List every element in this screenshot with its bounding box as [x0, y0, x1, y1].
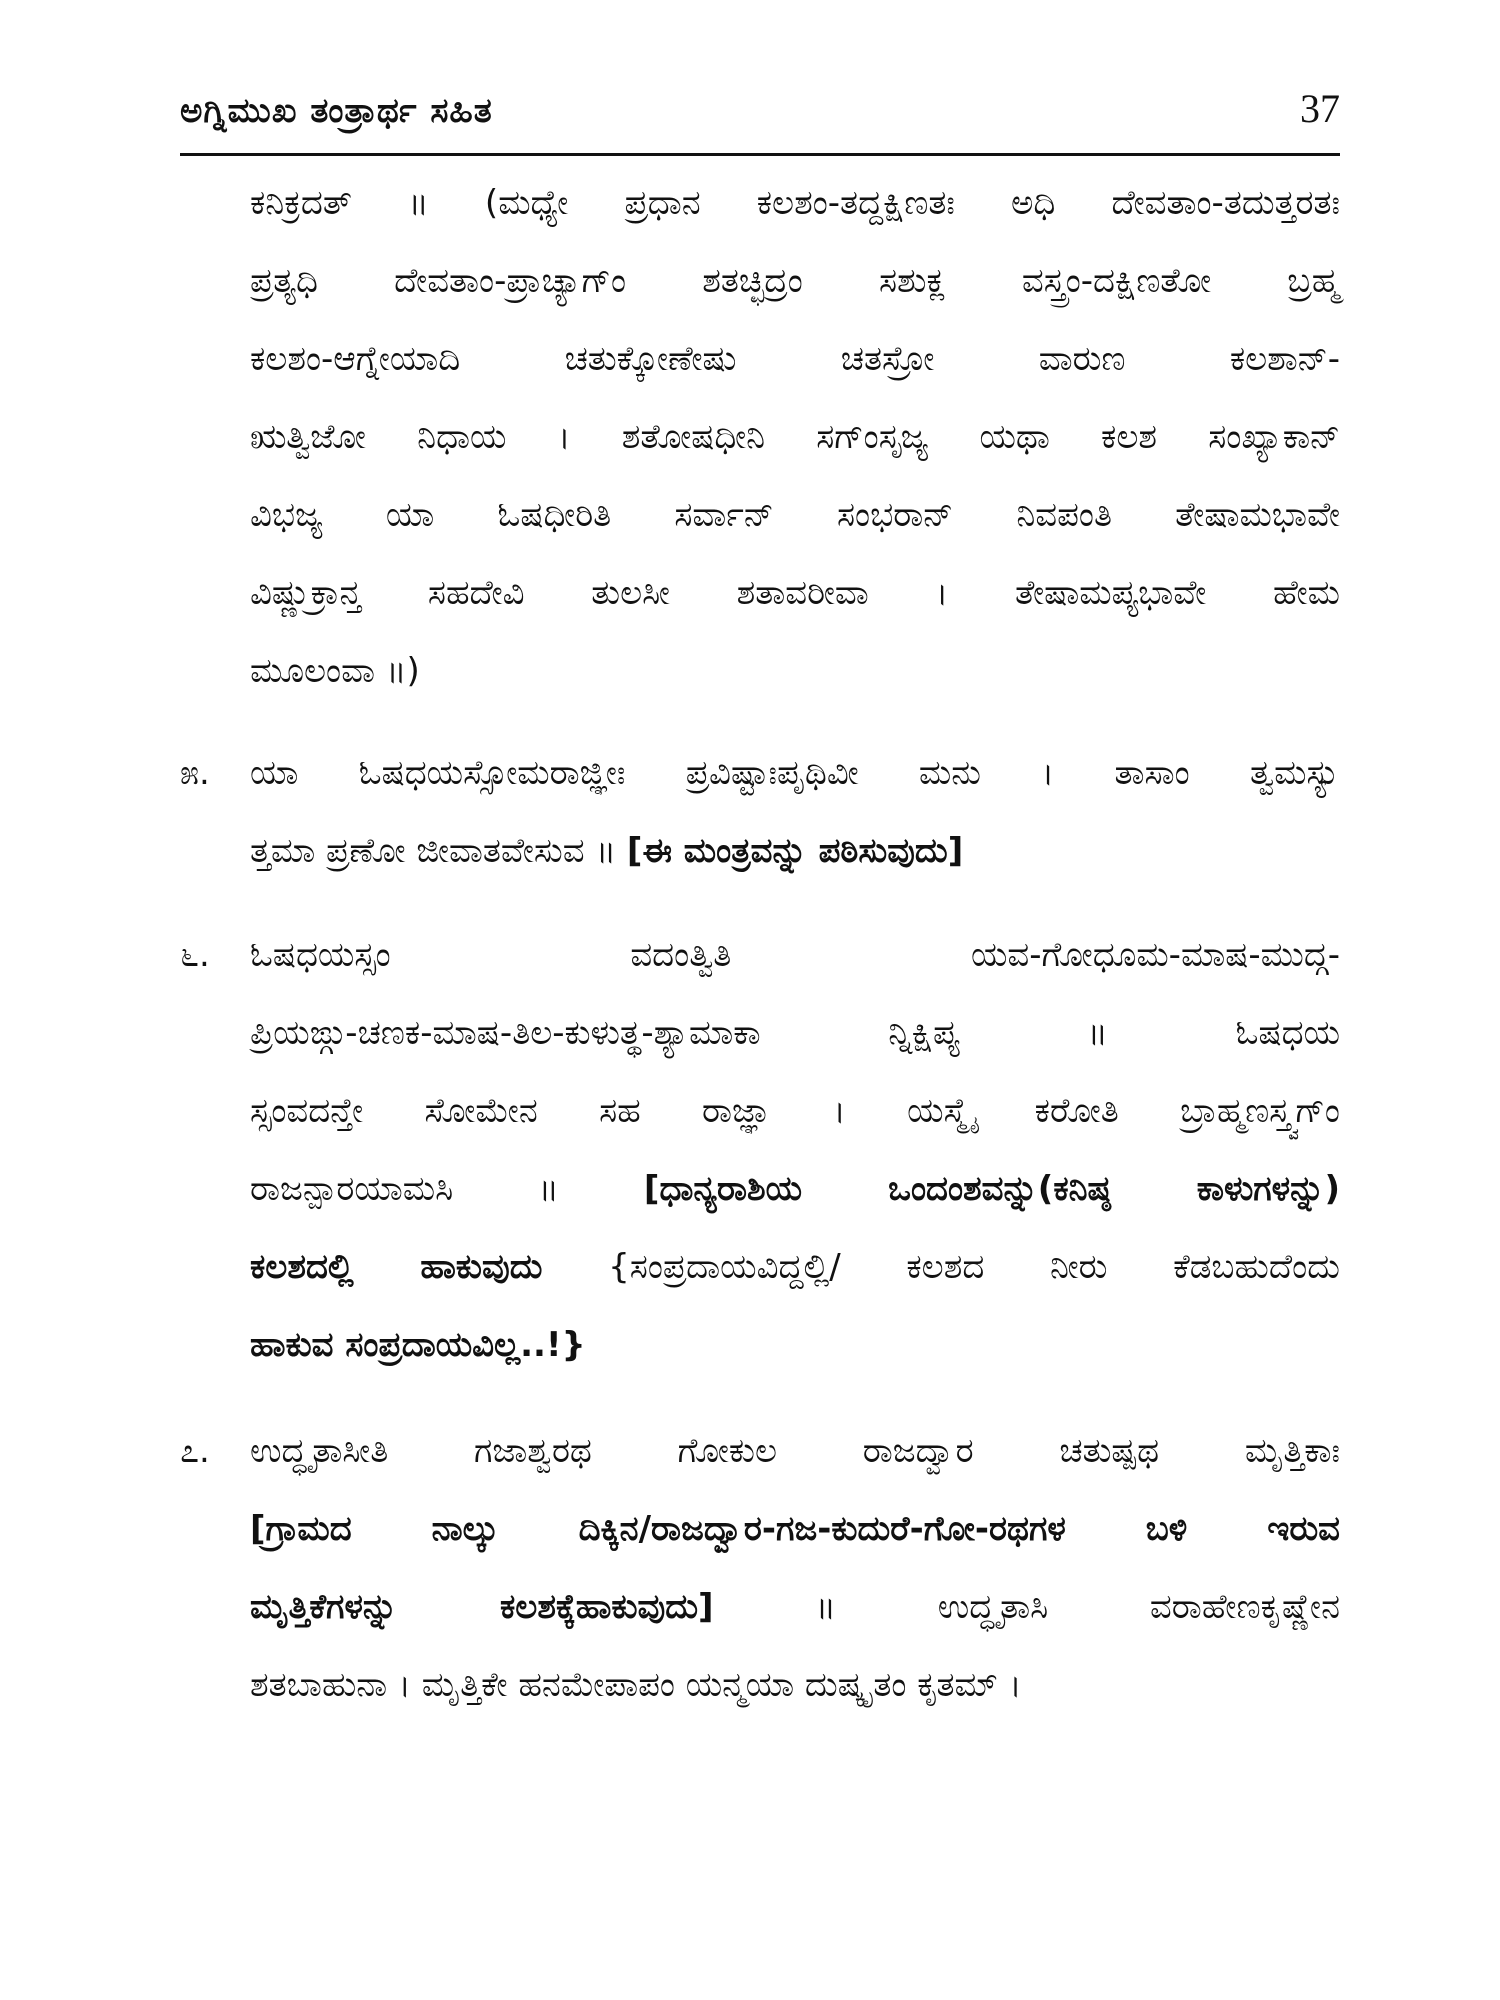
verse5-instruction: [ಈ ಮಂತ್ರವನ್ನು ಪಠಿಸುವುದು]: [626, 831, 964, 871]
verse6-note: {ಸಂಪ್ರದಾಯವಿದ್ದಲ್ಲಿ/ ಕಲಶದ ನೀರು ಕೆಡಬಹುದೆಂದು: [542, 1247, 1340, 1287]
verse7-line-4: ಶತಬಾಹುನಾ । ಮೃತ್ತಿಕೇ ಹನಮೇಪಾಪಂ ಯನ್ಮಯಾ ದುಷ್ಕೃತಂ ಕೃತಮ್ ।: [250, 1665, 1022, 1705]
verse6-instruction-mid: ಕಲಶದಲ್ಲಿ ಹಾಕುವುದು: [250, 1247, 543, 1287]
verse-number-5: ೫.: [180, 753, 210, 793]
verse7-line-2: [ಗ್ರಾಮದ ನಾಲ್ಕು ದಿಕ್ಕಿನ/ರಾಜದ್ವಾರ-ಗಜ-ಕುದುರೆ-ಗೋ-ರಥಗಳ ಬಳಿ ಇರುವ: [250, 1509, 1340, 1549]
verse5-line-1: ಯಾ ಓಷಧಯಸ್ಸೋಮರಾಜ್ಞೀಃ ಪ್ರವಿಷ್ಟಾಃಪೃಥಿವೀ ಮನು । ತಾಸಾಂ ತ್ವಮಸ್ಯು: [250, 753, 1340, 793]
verse6-line-2: ಪ್ರಿಯಙ್ಗು-ಚಣಕ-ಮಾಷ-ತಿಲ-ಕುಳುತ್ಥ-ಶ್ಯಾಮಾಕಾ ನ್ನಿಕ್ಷಿಪ್ಯ ॥ ಓಷಧಯ: [250, 1013, 1340, 1053]
verse6-line-5: [250, 1244, 1340, 1290]
verse6-line-6: ಹಾಕುವ ಸಂಪ್ರದಾಯವಿಲ್ಲ..!}: [250, 1325, 586, 1365]
verse6-line-3: ಸ್ಸಂವದನ್ತೇ ಸೋಮೇನ ಸಹ ರಾಜ್ಞಾ । ಯಸ್ಮೈ ಕರೋತಿ ಬ್ರಾಹ್ಮಣಸ್ತ್ವಗ್ಂ: [250, 1091, 1340, 1131]
page-number: 37: [1300, 86, 1340, 131]
verse6-line-4: [250, 1166, 1340, 1212]
verse6-instruction-start: [ಧಾನ್ಯರಾಶಿಯ ಒಂದಂಶವನ್ನು(ಕನಿಷ್ಠ ಕಾಳುಗಳನ್ನು): [643, 1169, 1340, 1209]
para1-line-2: ಪ್ರತ್ಯಧಿ ದೇವತಾಂ-ಪ್ರಾಚ್ಯಾಗ್ಂ ಶತಚ್ಛಿದ್ರಂ ಸಶುಕ್ಲ ವಸ್ತ್ರಂ-ದಕ್ಷಿಣತೋ ಬ್ರಹ್ಮ: [250, 261, 1340, 301]
para1-line-3: ಕಲಶಂ-ಆಗ್ನೇಯಾದಿ ಚತುಕ್ಕೋಣೇಷು ಚತಸ್ರೋ ವಾರುಣ ಕಲಶಾನ್-: [250, 339, 1340, 379]
verse6-line-1: ಓಷಧಯಸ್ಸಂ ವದಂತ್ವಿತಿ ಯವ-ಗೋಧೂಮ-ಮಾಷ-ಮುದ್ಗ-: [250, 935, 1340, 975]
verse7-line-1: ಉದ್ಧೃತಾಸೀತಿ ಗಜಾಶ್ವರಥ ಗೋಕುಲ ರಾಜದ್ವಾರ ಚತುಷ್ಪಥ ಮೃತ್ತಿಕಾಃ: [250, 1431, 1340, 1471]
para1-line-1: ಕನಿಕ್ರದತ್ ॥ (ಮಧ್ಯೇ ಪ್ರಧಾನ ಕಲಶಂ-ತದ್ದಕ್ಷಿಣತಃ ಅಧಿ ದೇವತಾಂ-ತದುತ್ತರತಃ: [250, 183, 1340, 223]
verse-number-7: ೭.: [180, 1431, 210, 1471]
verse7-instruction-end: ಮೃತ್ತಿಕೆಗಳನ್ನು ಕಲಶಕ್ಕೆಹಾಕುವುದು]: [250, 1587, 714, 1627]
verse5-line-2: [250, 828, 1340, 874]
verse6-line-4-text: ರಾಜನ್ಪಾರಯಾಮಸಿ ॥: [250, 1169, 644, 1209]
para1-line-4: ಋತ್ವಿಜೋ ನಿಧಾಯ । ಶತೋಷಧೀನಿ ಸಗ್ಂಸೃಜ್ಯ ಯಥಾ ಕಲಶ ಸಂಖ್ಯಾಕಾನ್: [250, 417, 1340, 457]
para1-line-6: ವಿಷ್ಣುಕ್ರಾನ್ತ ಸಹದೇವಿ ತುಲಸೀ ಶತಾವರೀವಾ । ತೇಷಾಮಪ್ಯಭಾವೇ ಹೇಮ: [250, 573, 1340, 613]
verse7-line-3-text: ॥ ಉದ್ಧೃತಾಸಿ ವರಾಹೇಣಕೃಷ್ಣೇನ: [713, 1587, 1340, 1627]
running-title: ಅಗ್ನಿಮುಖ ತಂತ್ರಾರ್ಥ ಸಹಿತ: [180, 91, 493, 131]
verse5-line-2-text: ತ್ತಮಾ ಪ್ರಣೋ ಜೀವಾತವೇಸುವ ॥: [250, 831, 627, 871]
para1-line-5: ವಿಭಜ್ಯ ಯಾ ಓಷಧೀರಿತಿ ಸರ್ವಾನ್ ಸಂಭರಾನ್ ನಿವಪಂತಿ ತೇಷಾಮಭಾವೇ: [250, 495, 1340, 535]
para1-line-7: ಮೂಲಂವಾ ॥): [250, 651, 420, 691]
verse-number-6: ೬.: [180, 935, 210, 975]
verse7-line-3: [250, 1584, 1340, 1630]
